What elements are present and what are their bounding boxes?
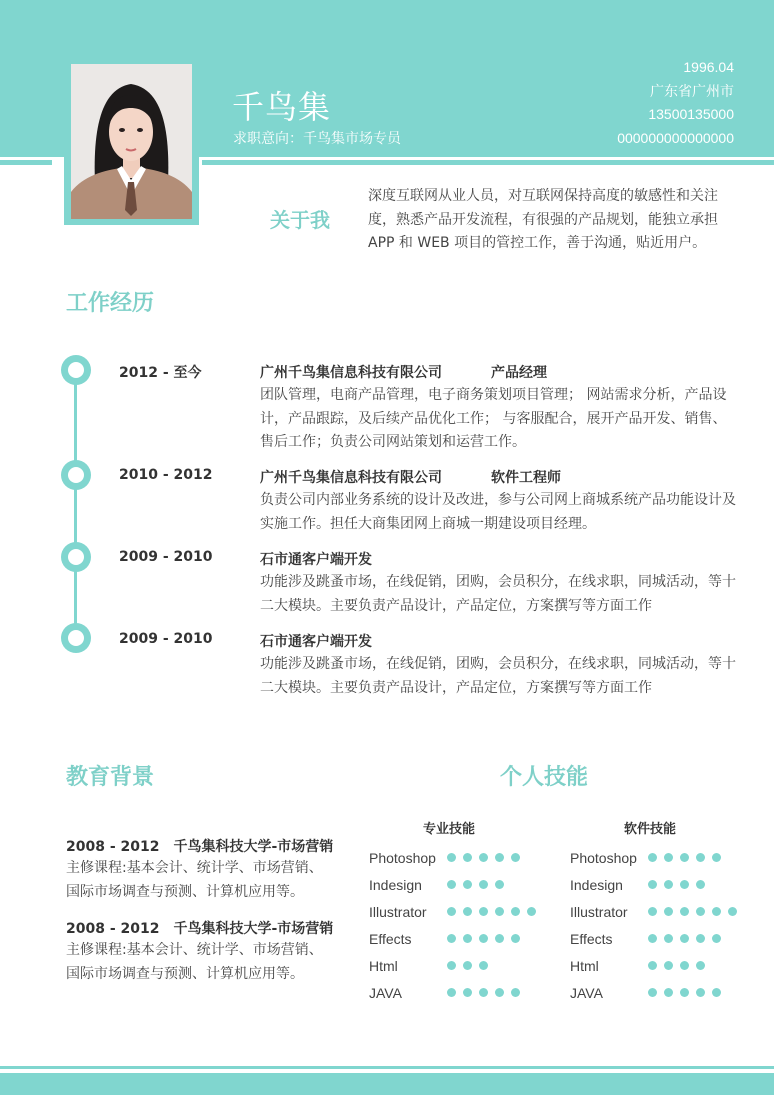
- education-entry-heading: [66, 918, 333, 938]
- work-section-title: 工作经历: [66, 291, 155, 316]
- skill-dot: [680, 961, 689, 970]
- about-text: 深度互联网从业人员，对互联网保持高度的敏感性和关注度，熟悉产品开发流程，有很强的产品规划，能独立承担 APP 和 WEB 项目的管控工作，善于沟通，贴近用户。: [368, 188, 718, 251]
- skill-dot: [664, 961, 673, 970]
- skill-name: Illustrator: [369, 903, 427, 920]
- skill-dot: [680, 880, 689, 889]
- skill-dot: [712, 907, 721, 916]
- skill-level: [648, 853, 728, 862]
- skill-dot: [511, 988, 520, 997]
- skills-section-title: 个人技能: [500, 765, 589, 790]
- skill-dot: [479, 880, 488, 889]
- skill-row: [369, 844, 543, 871]
- skill-dot: [447, 934, 456, 943]
- skill-name: Indesign: [369, 876, 422, 893]
- education-description: 主修课程:基本会计、统计学、市场营销、国际市场调查与预测、计算机应用等。: [66, 942, 323, 982]
- contact-info: [617, 56, 734, 150]
- timeline-dot: [61, 460, 91, 490]
- job-date: 2012 - 至今: [119, 365, 202, 381]
- skill-dot: [463, 961, 472, 970]
- skill-dot: [680, 988, 689, 997]
- profile-photo: [71, 64, 192, 219]
- skill-column-title: 专业技能: [423, 822, 476, 837]
- skill-list-professional: [369, 844, 543, 1006]
- job-date: 2009 - 2010: [119, 549, 213, 565]
- skill-dot: [696, 961, 705, 970]
- skill-dot: [463, 853, 472, 862]
- skill-level: [447, 880, 511, 889]
- skill-name: Illustrator: [570, 903, 628, 920]
- phone-number: 13500135000: [648, 106, 734, 122]
- skill-row: [570, 844, 744, 871]
- timeline-dot: [61, 542, 91, 572]
- skill-dot: [664, 907, 673, 916]
- skill-row: [570, 925, 744, 952]
- skill-dot: [479, 961, 488, 970]
- skill-dot: [680, 934, 689, 943]
- timeline-line: [74, 370, 77, 636]
- email: 000000000000000: [617, 129, 734, 146]
- skill-dot: [447, 988, 456, 997]
- skill-name: Effects: [369, 930, 412, 947]
- skill-dot: [511, 934, 520, 943]
- skill-dot: [712, 988, 721, 997]
- skill-dot: [664, 988, 673, 997]
- skill-level: [648, 907, 744, 916]
- skill-dot: [648, 934, 657, 943]
- job-description: 负责公司内部业务系统的设计及改进，参与公司网上商城系统产品功能设计及实施工作。担任大商集团网上商城一期建设项目经理。: [260, 492, 736, 532]
- skill-dot: [463, 880, 472, 889]
- location: 广东省广州市: [650, 82, 734, 99]
- job-company: 石市通客户端开发: [260, 552, 372, 568]
- profile-photo-frame: [64, 57, 199, 225]
- skill-name: Photoshop: [570, 849, 637, 866]
- skill-level: [447, 907, 543, 916]
- skill-dot: [648, 853, 657, 862]
- education-date: 2008 - 2012: [66, 921, 160, 937]
- skill-dot: [495, 880, 504, 889]
- skill-dot: [664, 853, 673, 862]
- skill-row: [369, 952, 543, 979]
- skill-dot: [664, 880, 673, 889]
- skill-dot: [680, 853, 689, 862]
- skill-dot: [463, 934, 472, 943]
- skill-dot: [495, 853, 504, 862]
- skill-name: Photoshop: [369, 849, 436, 866]
- skill-dot: [696, 880, 705, 889]
- skill-row: [570, 898, 744, 925]
- job-company: 广州千鸟集信息科技有限公司: [260, 365, 442, 381]
- skill-dot: [712, 853, 721, 862]
- skill-level: [648, 961, 712, 970]
- job-date: 2010 - 2012: [119, 467, 213, 483]
- skill-dot: [696, 934, 705, 943]
- education-section-title: 教育背景: [66, 765, 155, 790]
- skill-dot: [479, 907, 488, 916]
- skill-dot: [648, 961, 657, 970]
- education-school: 千鸟集科技大学-市场营销: [173, 921, 334, 937]
- skill-level: [447, 988, 527, 997]
- skill-level: [447, 961, 495, 970]
- skill-dot: [495, 907, 504, 916]
- skill-dot: [511, 907, 520, 916]
- education-entry-heading: [66, 836, 333, 856]
- timeline-dot: [61, 355, 91, 385]
- skill-dot: [728, 907, 737, 916]
- skill-name: Html: [369, 957, 398, 974]
- skill-column-title: 软件技能: [624, 822, 677, 837]
- skill-row: [369, 898, 543, 925]
- skill-dot: [527, 907, 536, 916]
- skill-dot: [696, 853, 705, 862]
- skill-dot: [447, 907, 456, 916]
- job-company: 广州千鸟集信息科技有限公司: [260, 470, 442, 486]
- footer-band: [0, 1073, 774, 1095]
- skill-name: Html: [570, 957, 599, 974]
- job-company: 石市通客户端开发: [260, 634, 372, 650]
- candidate-name: 千鸟集: [232, 88, 332, 126]
- job-description: 团队管理，电商产品管理，电子商务策划项目管理； 网站需求分析，产品设计，产品跟踪，及后续产品优化工作； 与客服配合，展开产品开发、销售、售后工作；负责公司网站策划和运营工作。: [260, 387, 727, 450]
- skill-row: [369, 871, 543, 898]
- job-description: 功能涉及跳蚤市场，在线促销，团购，会员积分，在线求职，同城活动，等十二大模块。主要负责产品设计，产品定位，方案撰写等方面工作: [260, 656, 736, 696]
- skill-row: [369, 979, 543, 1006]
- skill-level: [648, 934, 728, 943]
- portrait-illustration: [71, 64, 192, 219]
- education-description: 主修课程:基本会计、统计学、市场营销、国际市场调查与预测、计算机应用等。: [66, 860, 323, 900]
- skill-level: [648, 988, 728, 997]
- skill-dot: [463, 907, 472, 916]
- skill-row: [570, 871, 744, 898]
- birth-date: 1996.04: [683, 59, 734, 75]
- job-description: 功能涉及跳蚤市场，在线促销，团购，会员积分，在线求职，同城活动，等十二大模块。主要负责产品设计，产品定位，方案撰写等方面工作: [260, 574, 736, 614]
- skill-dot: [648, 907, 657, 916]
- skill-name: Effects: [570, 930, 613, 947]
- skill-dot: [712, 934, 721, 943]
- skill-dot: [495, 934, 504, 943]
- skill-dot: [648, 988, 657, 997]
- job-intent: 求职意向：千鸟集市场专员: [233, 131, 401, 147]
- skill-dot: [447, 961, 456, 970]
- skill-row: [570, 952, 744, 979]
- skill-dot: [495, 988, 504, 997]
- skill-name: JAVA: [570, 984, 603, 1001]
- skill-level: [447, 853, 527, 862]
- skill-dot: [479, 934, 488, 943]
- education-school: 千鸟集科技大学-市场营销: [173, 839, 334, 855]
- skill-name: JAVA: [369, 984, 402, 1001]
- about-title: 关于我: [270, 208, 330, 232]
- skill-row: [369, 925, 543, 952]
- job-role: 产品经理: [491, 365, 547, 381]
- skill-level: [648, 880, 712, 889]
- footer-line: [0, 1066, 774, 1069]
- job-date: 2009 - 2010: [119, 631, 213, 647]
- skill-dot: [463, 988, 472, 997]
- skill-dot: [680, 907, 689, 916]
- skill-dot: [648, 880, 657, 889]
- skill-dot: [696, 907, 705, 916]
- skill-level: [447, 934, 527, 943]
- skill-dot: [447, 880, 456, 889]
- skill-dot: [664, 934, 673, 943]
- skill-dot: [447, 853, 456, 862]
- skill-name: Indesign: [570, 876, 623, 893]
- skill-dot: [479, 853, 488, 862]
- skill-dot: [696, 988, 705, 997]
- timeline-dot: [61, 623, 91, 653]
- skill-dot: [511, 853, 520, 862]
- education-date: 2008 - 2012: [66, 839, 160, 855]
- skill-list-software: [570, 844, 744, 1006]
- skill-row: [570, 979, 744, 1006]
- skill-dot: [479, 988, 488, 997]
- job-role: 软件工程师: [491, 470, 561, 486]
